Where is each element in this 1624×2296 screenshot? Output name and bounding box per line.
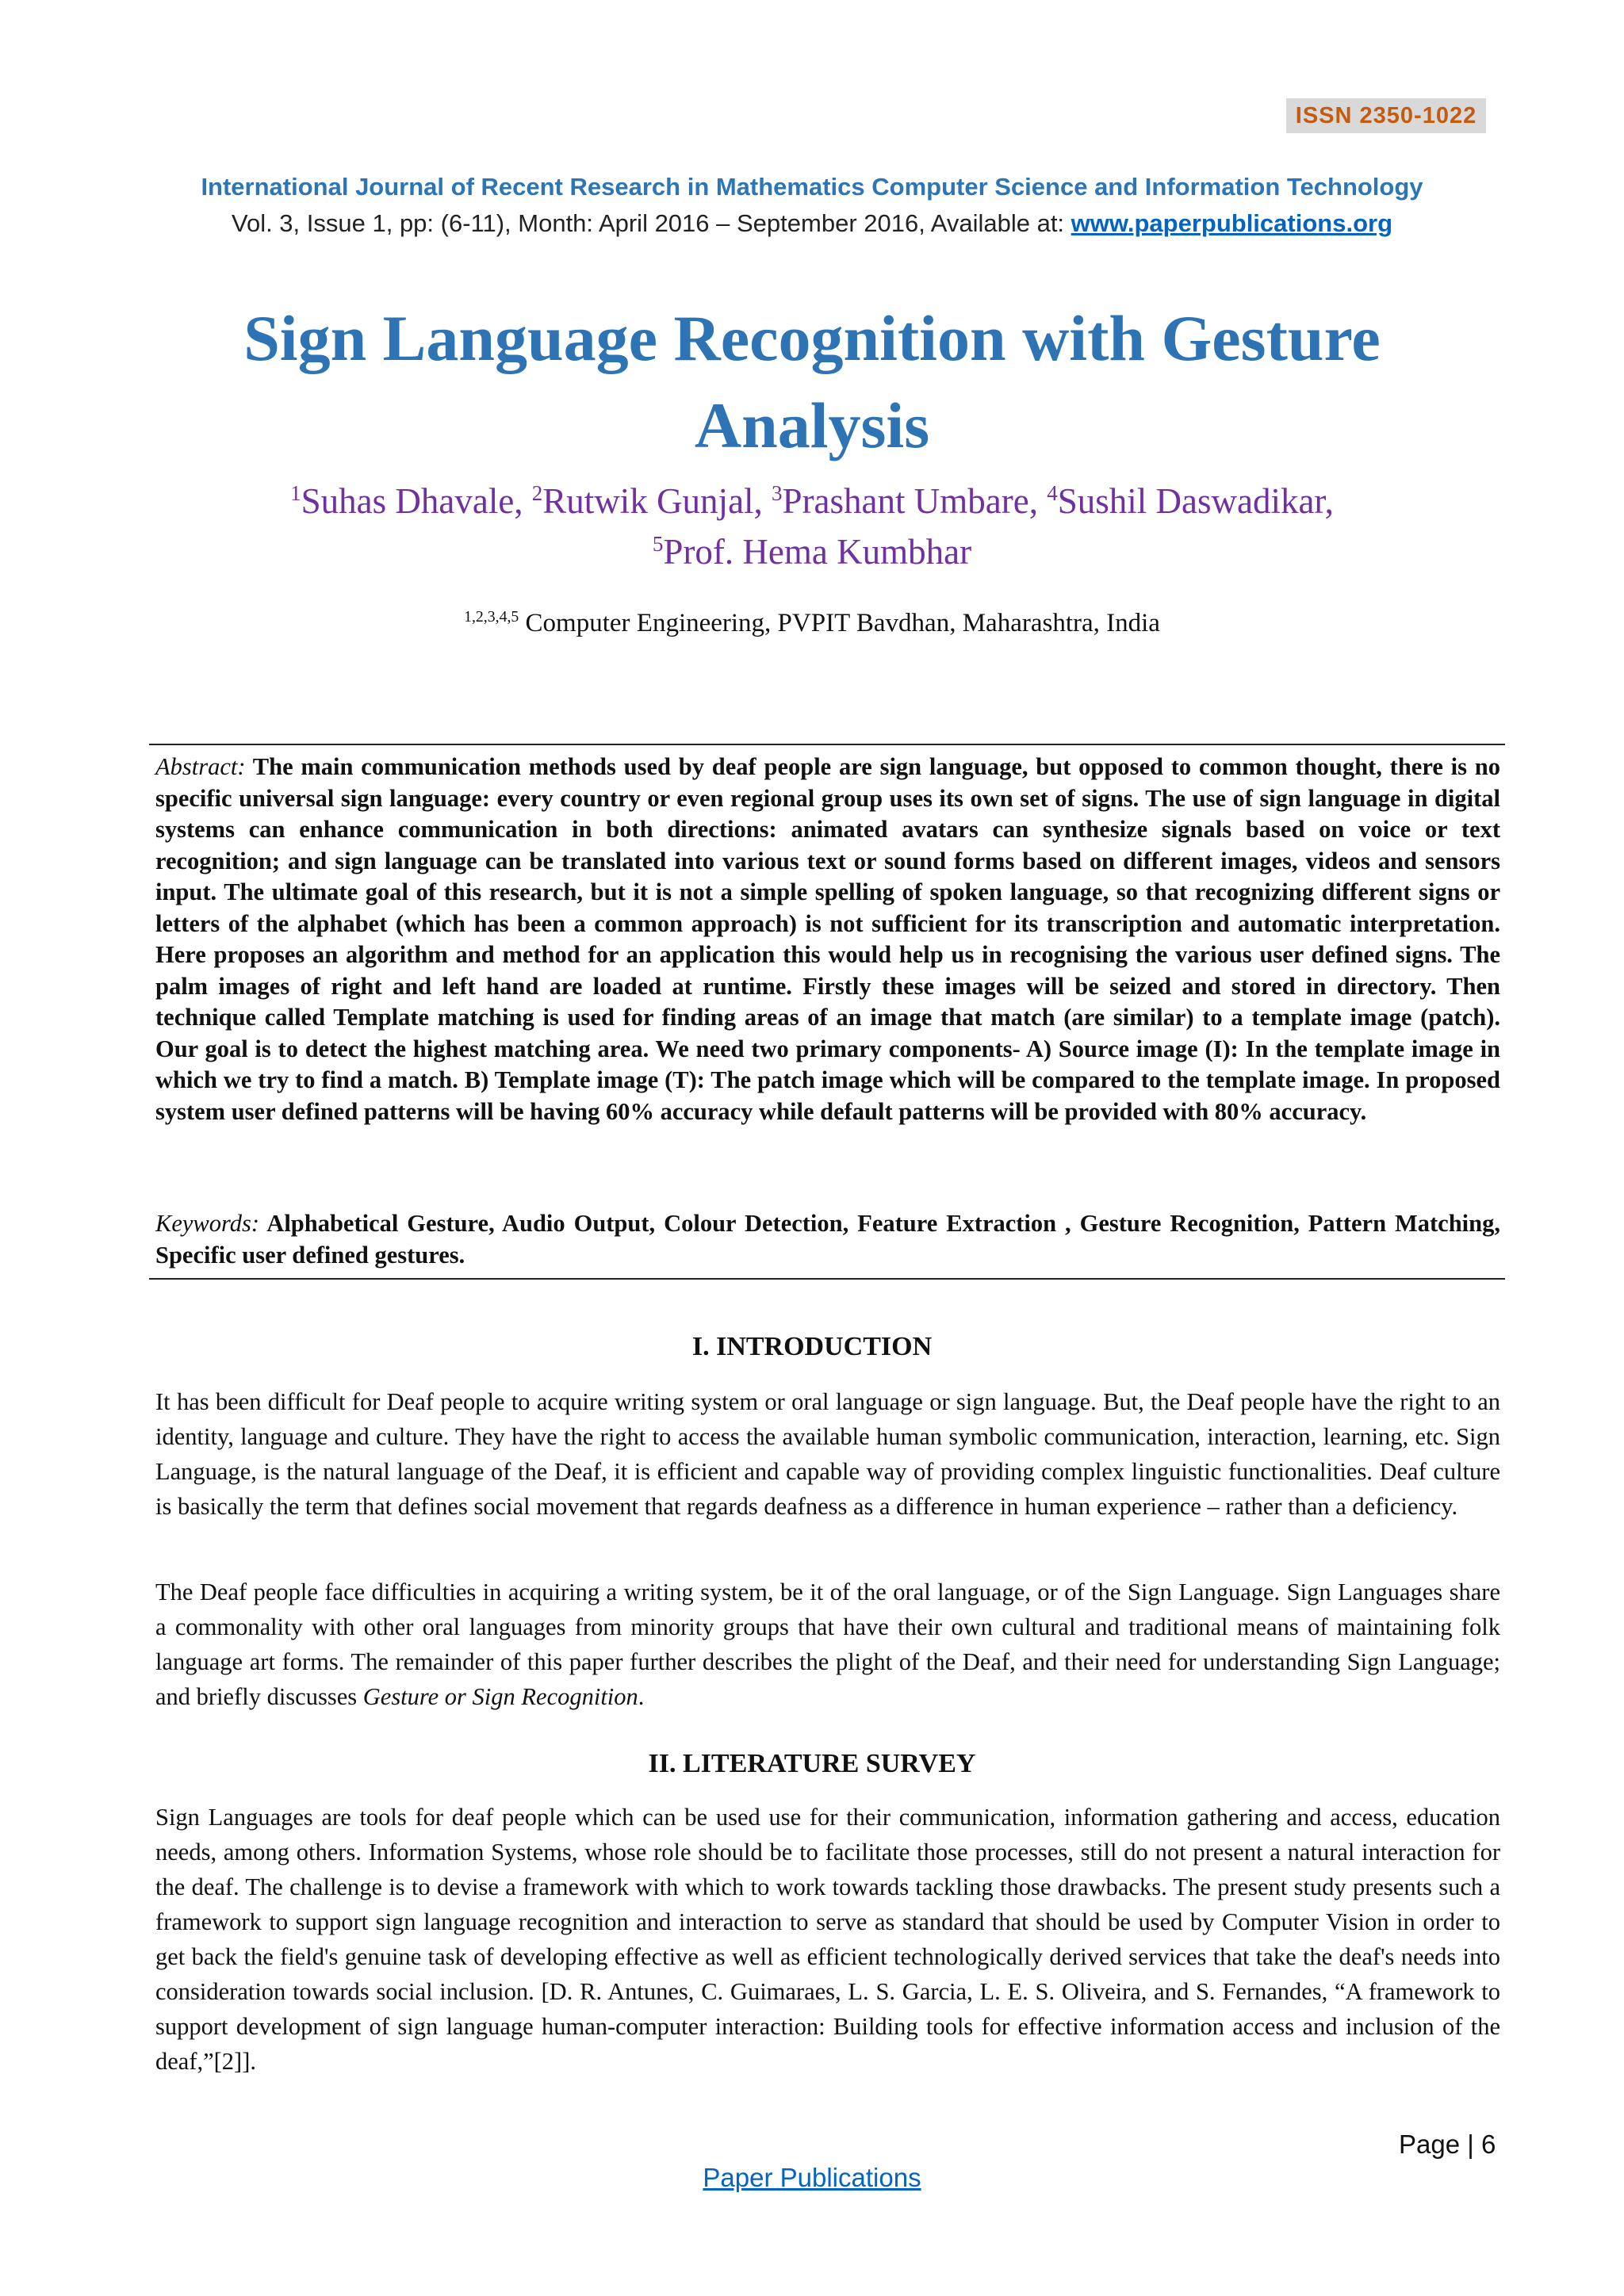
intro-paragraph-2 bbox=[155, 1575, 1500, 1714]
intro-p2-end: . bbox=[638, 1683, 645, 1710]
author-name: Sushil Daswadikar, bbox=[1057, 481, 1334, 521]
author-line-2 bbox=[0, 526, 1624, 577]
author-sup: 5 bbox=[652, 532, 664, 556]
page-number: Page | 6 bbox=[1399, 2130, 1496, 2159]
author-sup: 4 bbox=[1047, 481, 1058, 505]
author-sup: 1 bbox=[290, 481, 301, 505]
intro-paragraph-1: It has been difficult for Deaf people to acquire writing system or oral language or sign language. But, the Deaf people have the right to an identity, language and culture. They have the right to access the available human symbolic communication, interaction, learning, etc. Sign Language, is the natural language of the Deaf, it is efficient and capable way of providing complex linguistic functionalities. Deaf culture is basically the term that defines social movement that regards deafness as a difference in human experience – rather than a deficiency. bbox=[155, 1388, 1500, 1520]
abstract-text: The main communication methods used by deaf people are sign language, but opposed to common thought, there is no specific universal sign language: every country or even regional group uses its own set of signs. The use of sign language in digital systems can enhance communication in both directions: animated avatars can synthesize signals based on voice or text recognition; and sign language can be translated into various text or sound forms based on different images, videos and sensors input. The ultimate goal of this research, but it is not a simple spelling of spoken language, so that recognizing different signs or letters of the alphabet (which has been a common approach) is not sufficient for its transcription and automatic interpretation. Here proposes an algorithm and method for an application this would help us in recognising the various user defined signs. The palm images of right and left hand are loaded at runtime. Firstly these images will be seized and stored in directory. Then technique called Template matching is used for finding areas of an image that match (are similar) to a template image (patch). Our goal is to detect the highest matching area. We need two primary components- A) Source image (I): In the template image in which we try to find a match. B) Template image (T): The patch image which will be compared to the template image. In proposed system user defined patterns will be having 60% accuracy while default patterns will be provided with 80% accuracy. bbox=[155, 753, 1500, 1125]
affiliation-sup: 1,2,3,4,5 bbox=[464, 608, 519, 626]
issn-badge: ISSN 2350-1022 bbox=[1286, 98, 1486, 133]
keywords-label: Keywords: bbox=[155, 1210, 260, 1237]
author-list bbox=[0, 476, 1624, 577]
publisher-link[interactable]: Paper Publications bbox=[703, 2163, 921, 2192]
affiliation bbox=[0, 609, 1624, 638]
abstract-top-rule bbox=[149, 744, 1505, 745]
section-heading-literature-survey: II. LITERATURE SURVEY bbox=[648, 1749, 976, 1778]
abstract-bottom-rule bbox=[149, 1278, 1505, 1280]
paper-title: Sign Language Recognition with Gesture Analysis bbox=[243, 302, 1381, 461]
journal-name: International Journal of Recent Research in Mathematics Computer Science and Information Technology bbox=[201, 173, 1423, 201]
author-name: Prof. Hema Kumbhar bbox=[663, 532, 972, 572]
author-line-1 bbox=[0, 476, 1624, 526]
affiliation-text: Computer Engineering, PVPIT Bavdhan, Maharashtra, India bbox=[519, 609, 1160, 637]
intro-p2-italic: Gesture or Sign Recognition bbox=[362, 1683, 638, 1710]
section-heading-introduction: I. INTRODUCTION bbox=[691, 1332, 933, 1361]
journal-volume-line bbox=[0, 209, 1624, 238]
author-sup: 3 bbox=[772, 481, 783, 505]
author-name: Rutwik Gunjal, bbox=[542, 481, 772, 521]
author-name: Suhas Dhavale, bbox=[301, 481, 532, 521]
keywords bbox=[155, 1208, 1500, 1271]
volume-text: Vol. 3, Issue 1, pp: (6-11), Month: April 2016 – September 2016, Available at: bbox=[231, 209, 1071, 237]
keywords-text: Alphabetical Gesture, Audio Output, Colour Detection, Feature Extraction , Gesture Recognition, Pattern Matching, Specific user defined gestures. bbox=[155, 1210, 1500, 1269]
author-name: Prashant Umbare, bbox=[782, 481, 1048, 521]
abstract bbox=[155, 752, 1500, 1127]
author-sup: 2 bbox=[531, 481, 543, 505]
intro-p2-text: The Deaf people face difficulties in acquiring a writing system, be it of the oral language, or of the Sign Language. Sign Languages share a commonality with other oral languages from minority groups that have their own cultural and traditional means of maintaining folk language art forms. The remainder of this paper further describes the plight of the Deaf, and their need for understanding Sign Language; and briefly discusses bbox=[155, 1578, 1500, 1710]
literature-paragraph-1: Sign Languages are tools for deaf people which can be used use for their communication, information gathering and access, education needs, among others. Information Systems, whose role should be to facilitate those processes, still do not present a natural interaction for the deaf. The challenge is to devise a framework with which to work towards tackling those drawbacks. The present study presents such a framework to support sign language recognition and interaction to serve as standard that should be used by Computer Vision in order to get back the field's genuine task of developing effective as well as efficient technologically derived services that take the deaf's needs into consideration towards social inclusion. [D. R. Antunes, C. Guimaraes, L. S. Garcia, L. E. S. Oliveira, and S. Fernandes, “A framework to support development of sign language human-computer interaction: Building tools for effective information access and inclusion of the deaf,”[2]]. bbox=[155, 1804, 1500, 2075]
website-link[interactable]: www.paperpublications.org bbox=[1071, 209, 1393, 237]
abstract-label: Abstract: bbox=[155, 753, 246, 780]
